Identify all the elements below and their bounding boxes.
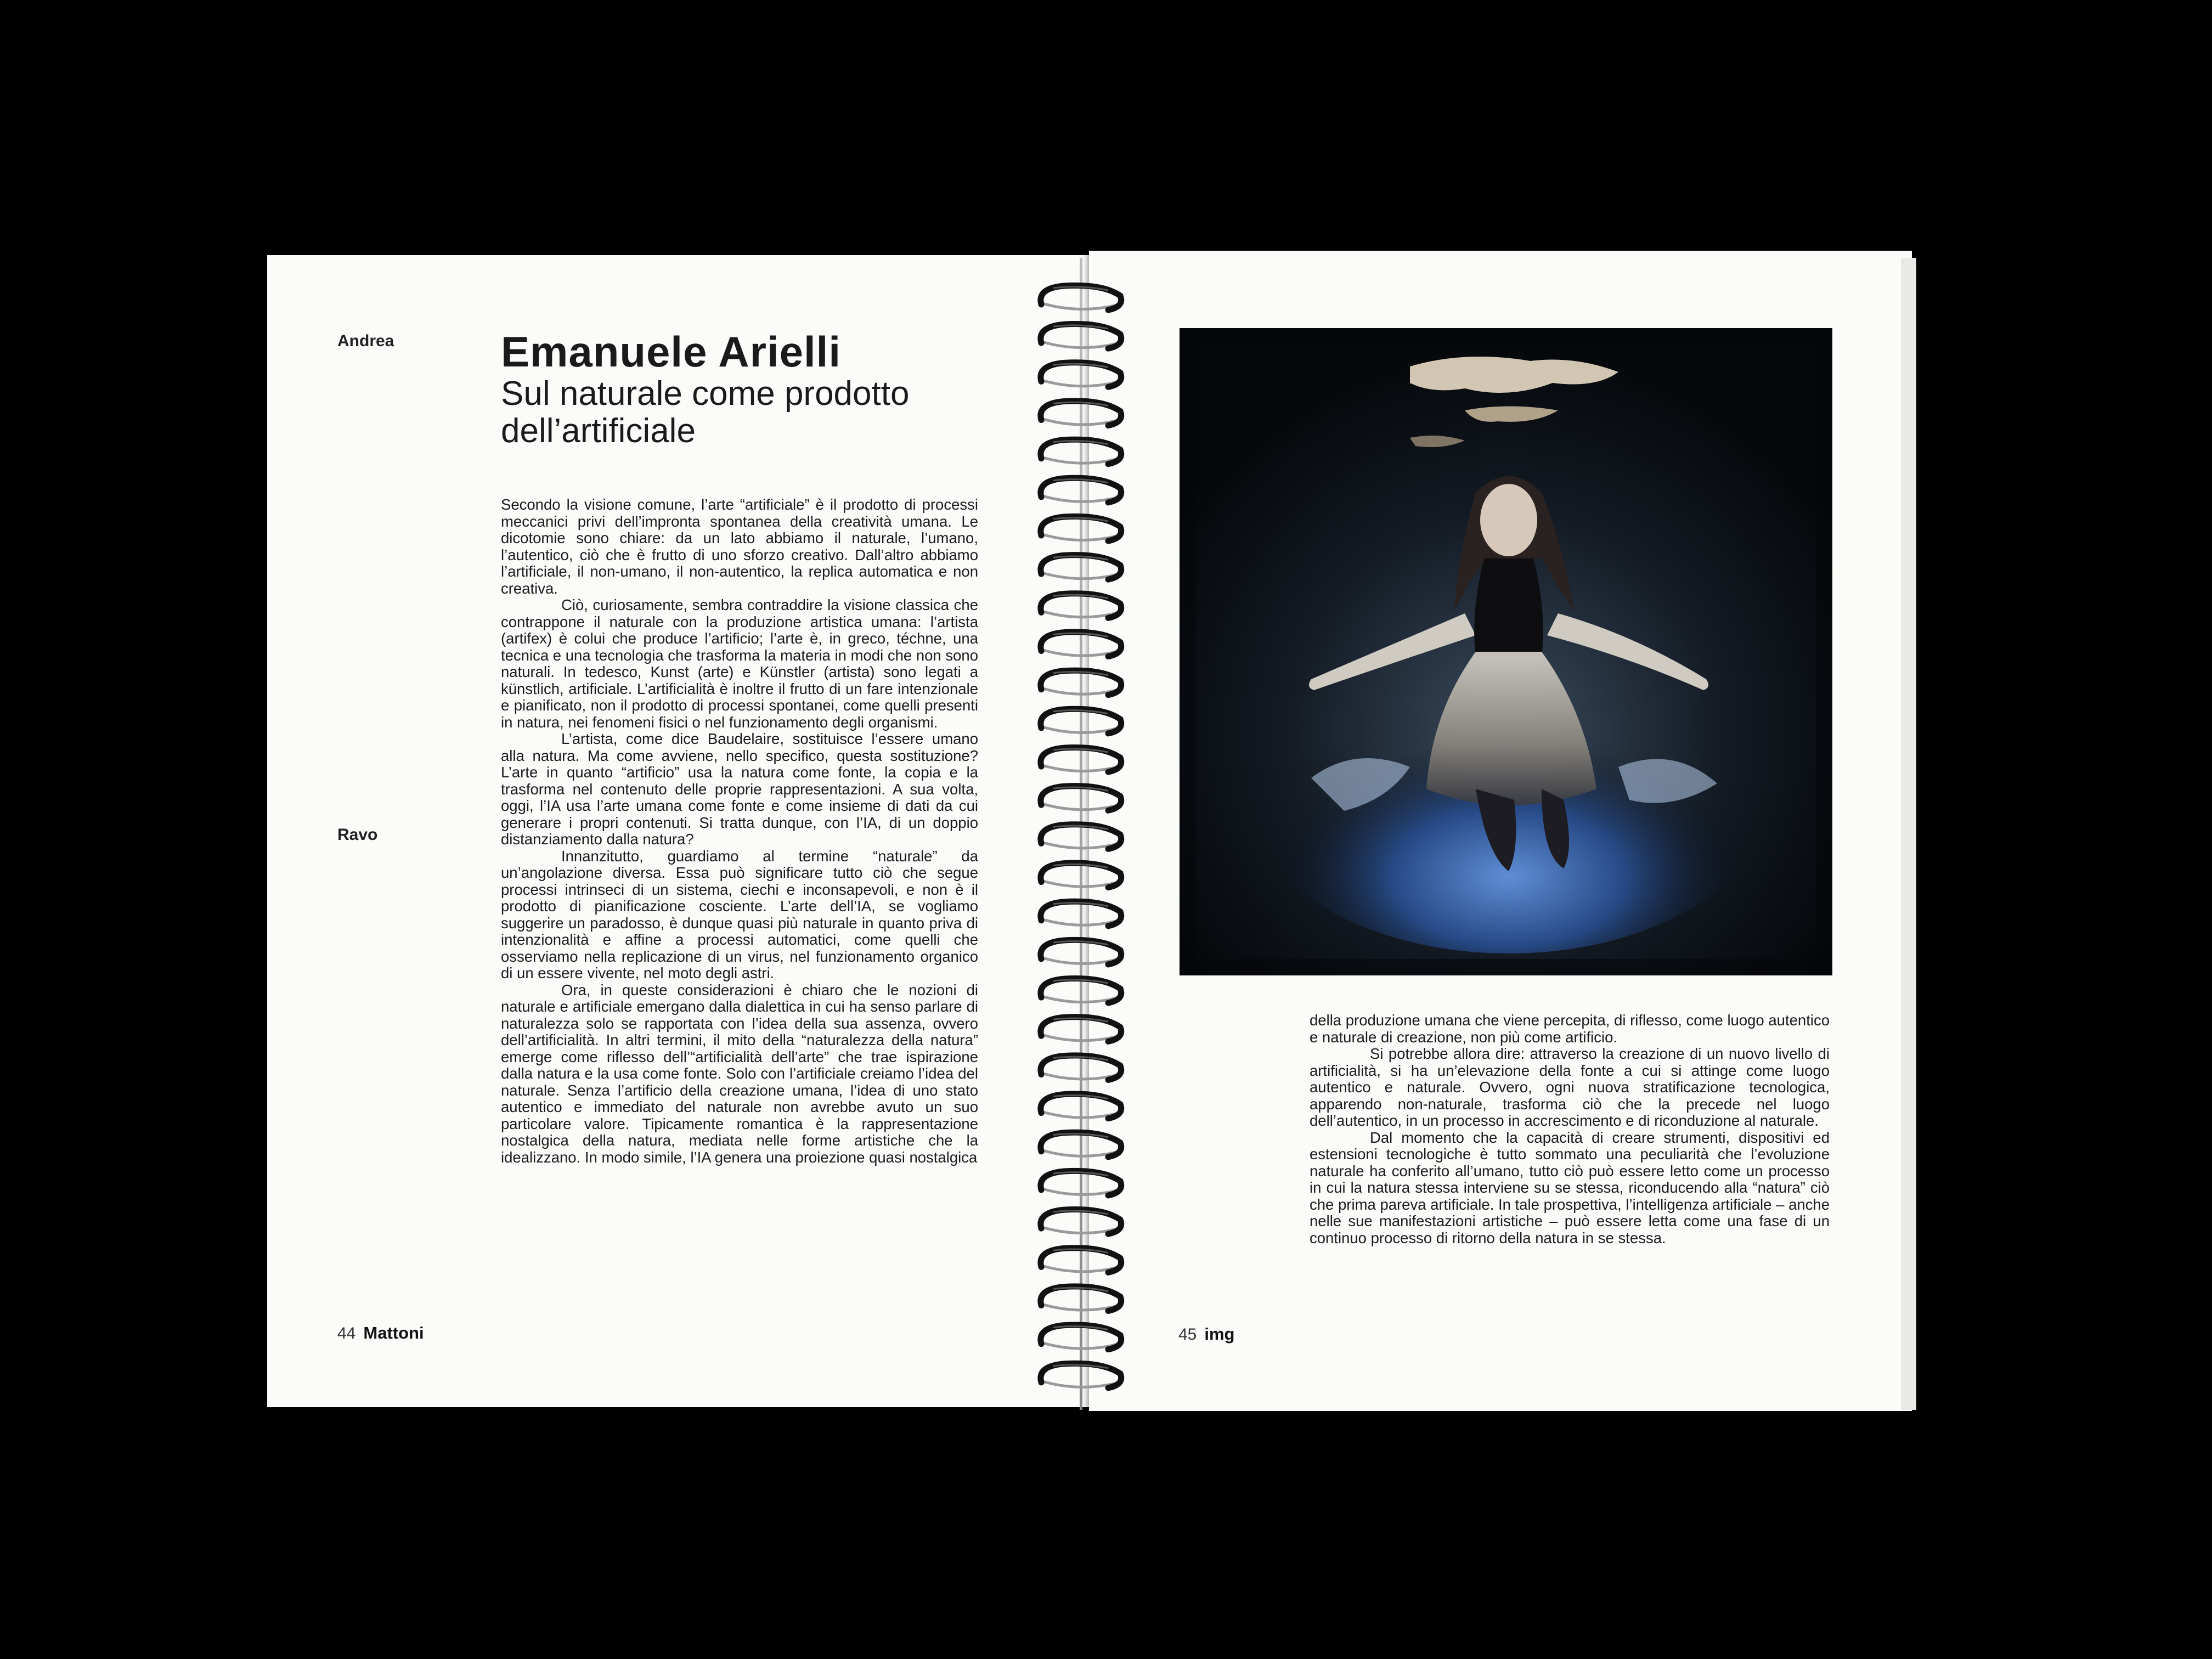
- spiral-coil: [1041, 1017, 1121, 1042]
- spiral-coil: [1041, 439, 1121, 464]
- photo-illustration: [1180, 328, 1832, 975]
- spiral-coil: [1041, 478, 1121, 503]
- spiral-coil: [1041, 363, 1121, 387]
- spiral-coil: [1041, 825, 1121, 849]
- article-heading: [501, 329, 1022, 450]
- spiral-binding: [1031, 277, 1130, 1393]
- spiral-coil: [1041, 670, 1121, 695]
- spiral-coil: [1041, 747, 1121, 772]
- article-title: Sul naturale come prodotto dell’artificiale: [501, 375, 910, 450]
- paragraph: Ciò, curiosamente, sembra contraddire la visione classica che contrappone il naturale con la produzione artistica umana: l’artista (artifex) è colui che produce l’artificio; l’arte è, in greco, téchne, una tecnica e una tecnologia che trasforma la materia in modi che non sono naturali. In tedesco, Kunst (arte) e Künstler (artista) sono legati a künstlich, artificiale. L’artificialità è inoltre il frutto di un fare intenzionale e pianificato, non il prodotto di processi spontanei, come quelli presenti in natura, nei fenomeni fisici o nel funzionamento degli organismi.: [501, 596, 978, 731]
- paragraph: Ora, in queste considerazioni è chiaro che le nozioni di naturale e artificiale emergano dalla dialettica in cui ha senso parlare di naturalezza solo se rapportata con l’idea della sua assenza, ovvero dell’artificialità. In altri termini, il mito della “naturalezza della natura” emerge come riflesso dell’“artificialità dell’arte” che trae ispirazione dalla natura e la usa come fonte. Solo con l’artificiale creiamo l’idea del naturale. Senza l’artificio della creazione umana, l’idea di uno stato autentico e immediato del naturale non avrebbe avuto un suo particolare valore. Tipicamente romantica è la rappresentazione nostalgica della natura, mediata nelle forme artistiche che la idealizzano. In modo simile, l’IA genera una proiezione quasi nostalgica: [501, 981, 978, 1166]
- spiral-coil: [1041, 401, 1121, 426]
- spiral-coil: [1041, 978, 1121, 1003]
- spiral-coil: [1041, 285, 1121, 310]
- paragraph: L’artista, come dice Baudelaire, sostituisce l’essere umano alla natura. Ma come avviene, nello specifico, questa sostituzione? L’arte in quanto “artificio” usa la natura come fonte, la copia e la trasforma nel contenuto delle proprie rappresentazioni. A sua volta, oggi, l’IA usa l’arte umana come fonte e come insieme di dati da cui generare i propri contenuti. Si tratta dunque, con l’IA, di un doppio distanziamento dalla natura?: [501, 730, 978, 848]
- spiral-coil: [1041, 516, 1121, 541]
- section-name: img: [1204, 1324, 1235, 1344]
- section-name: Mattoni: [363, 1323, 424, 1342]
- spiral-coil: [1041, 901, 1121, 926]
- spiral-coil: [1041, 1248, 1121, 1273]
- article-author: Emanuele Arielli: [501, 328, 842, 376]
- paragraph: Si potrebbe allora dire: attraverso la creazione di un nuovo livello di artificialità, si ha un’elevazione della fonte a cui si attinge come luogo autentico e naturale. Ovvero, ogni nuova stratificazione tecnologica, apparendo non-naturale, trasforma ciò che la precede nel luogo dell’autentico, in un processo in accrescimento e di riconduzione al naturale.: [1310, 1045, 1830, 1129]
- spiral-coil: [1041, 1325, 1121, 1350]
- page-number: 44: [337, 1324, 356, 1342]
- spiral-coil: [1041, 1171, 1121, 1195]
- margin-label-surname: Ravo: [337, 826, 378, 844]
- spiral-coil: [1041, 1210, 1121, 1234]
- spiral-coil: [1041, 863, 1121, 888]
- page-number: 45: [1178, 1325, 1197, 1344]
- spiral-coil: [1041, 594, 1121, 618]
- paragraph: della produzione umana che viene percepita, di riflesso, come luogo autentico e naturale di creazione, non più come artificio.: [1310, 1012, 1830, 1046]
- spiral-coil: [1041, 555, 1121, 580]
- spiral-coil: [1041, 786, 1121, 811]
- left-page-footer: [337, 1323, 424, 1343]
- right-body-text: [1310, 1012, 1830, 1246]
- spiral-coil: [1041, 1363, 1121, 1388]
- spiral-coil: [1041, 1286, 1121, 1311]
- spiral-coil: [1041, 709, 1121, 733]
- spiral-coil: [1041, 632, 1121, 657]
- right-page-footer: [1178, 1324, 1235, 1344]
- paragraph: Secondo la visione comune, l’arte “artificiale” è il prodotto di processi meccanici privi dell’impronta spontanea della creatività umana. Le dicotomie sono chiare: da un lato abbiamo il naturale, l’umano, l’autentico, ciò che è frutto di uno sforzo creativo. Dall’altro abbiamo l’artificiale, il non-umano, il non-autentico, la replica automatica e non creativa.: [501, 496, 978, 597]
- spiral-coil: [1041, 1056, 1121, 1080]
- page-edge: [1901, 258, 1916, 1410]
- spiral-coil: [1041, 324, 1121, 349]
- margin-label-first-name: Andrea: [337, 332, 394, 350]
- underwater-photograph: [1180, 328, 1832, 975]
- spiral-coil: [1041, 1094, 1121, 1119]
- left-body-text: [501, 496, 978, 1166]
- spiral-coil: [1041, 1132, 1121, 1157]
- spiral-coil: [1041, 940, 1121, 964]
- paragraph: Innanzitutto, guardiamo al termine “naturale” da un’angolazione diversa. Essa può significare tutto ciò che segue processi intrinseci di un sistema, ciechi e inconsapevoli, e non è il prodotto di pianificazione cosciente. L’arte dell’IA, se vogliamo suggerire un paradosso, è dunque quasi più naturale in quanto priva di intenzionalità e affine a processi automatici, come quelli che osserviamo nella replicazione di un virus, nel funzionamento organico di un essere vivente, nel moto degli astri.: [501, 847, 978, 981]
- paragraph: Dal momento che la capacità di creare strumenti, dispositivi ed estensioni tecnologiche è tutto sommato una peculiarità che l’evoluzione naturale ha conferito all’umano, tutto ciò può essere letto come un processo in cui la natura stessa interviene su se stessa, riconducendo alla “natura” ciò che prima pareva artificiale. In tale prospettiva, l’intelligenza artificiale – anche nelle sue manifestazioni artistiche – può essere letta come una fase di un continuo processo di ritorno della natura in se stessa.: [1310, 1128, 1830, 1246]
